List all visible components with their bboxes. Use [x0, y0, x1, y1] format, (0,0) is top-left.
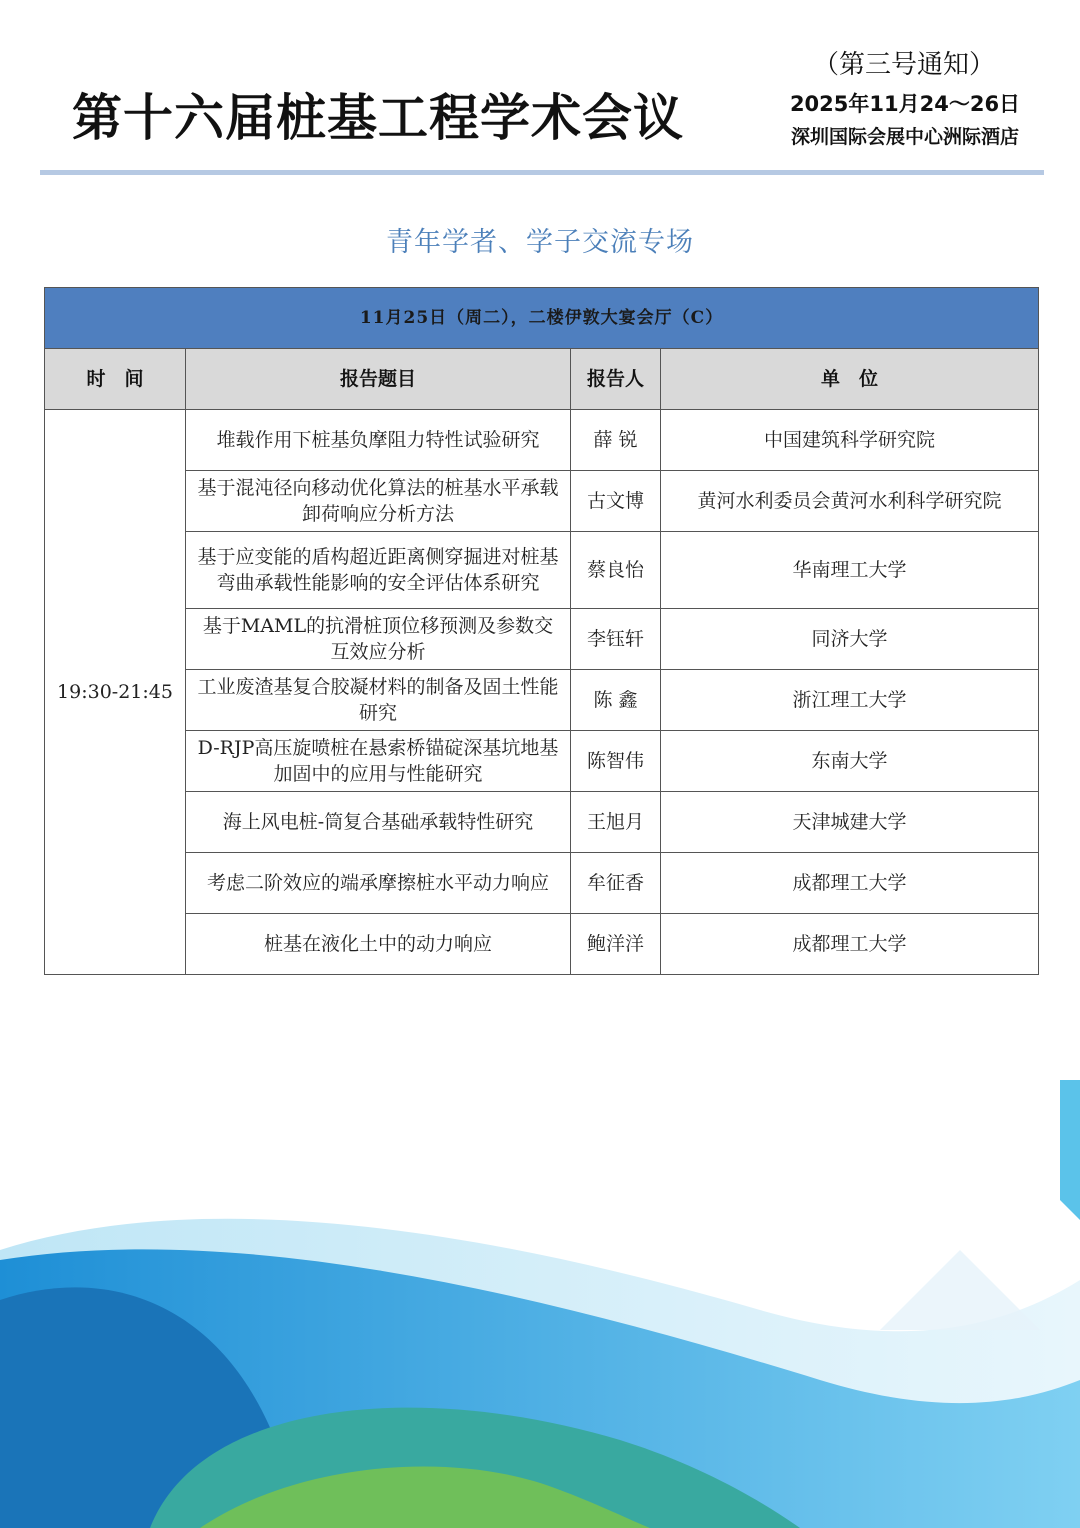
- session-time: 19:30-21:45: [45, 410, 186, 975]
- talk-speaker: 薛 锐: [571, 410, 661, 471]
- talk-unit: 天津城建大学: [661, 792, 1039, 853]
- column-header-row: [45, 349, 1039, 410]
- conference-venue: 深圳国际会展中心洲际酒店: [790, 126, 1019, 148]
- talk-topic: D-RJP高压旋喷桩在悬索桥锚碇深基坑地基加固中的应用与性能研究: [186, 731, 571, 792]
- table-row: [45, 914, 1039, 975]
- talk-unit: 华南理工大学: [661, 532, 1039, 609]
- session-banner-row: [45, 288, 1039, 349]
- conference-title: 第十六届桩基工程学术会议: [72, 89, 684, 147]
- column-header-time: 时 间: [45, 349, 186, 410]
- notice-label: （第三号通知）: [812, 50, 995, 80]
- table-row: [45, 853, 1039, 914]
- table-row: [45, 471, 1039, 532]
- talk-unit: 黄河水利委员会黄河水利科学研究院: [661, 471, 1039, 532]
- column-header-unit: 单 位: [661, 349, 1039, 410]
- talk-speaker: 王旭月: [571, 792, 661, 853]
- header-divider: [40, 170, 1044, 175]
- talk-unit: 同济大学: [661, 609, 1039, 670]
- table-row: [45, 410, 1039, 471]
- talk-topic: 海上风电桩-筒复合基础承载特性研究: [186, 792, 571, 853]
- talk-topic: 基于MAML的抗滑桩顶位移预测及参数交互效应分析: [186, 609, 571, 670]
- talk-speaker: 陈智伟: [571, 731, 661, 792]
- talk-unit: 浙江理工大学: [661, 670, 1039, 731]
- conference-dates: 2025年11月24～26日: [789, 92, 1021, 116]
- session-title: 青年学者、学子交流专场: [386, 227, 694, 258]
- talk-topic: 基于混沌径向移动优化算法的桩基水平承载卸荷响应分析方法: [186, 471, 571, 532]
- table-row: [45, 532, 1039, 609]
- talk-topic: 考虑二阶效应的端承摩擦桩水平动力响应: [186, 853, 571, 914]
- talk-speaker: 蔡良怡: [571, 532, 661, 609]
- talk-topic: 桩基在液化土中的动力响应: [186, 914, 571, 975]
- talk-unit: 中国建筑科学研究院: [661, 410, 1039, 471]
- talk-unit: 东南大学: [661, 731, 1039, 792]
- talk-speaker: 李钰轩: [571, 609, 661, 670]
- decorative-wave-graphic: [0, 1080, 1080, 1528]
- talk-speaker: 古文博: [571, 471, 661, 532]
- talk-speaker: 陈 鑫: [571, 670, 661, 731]
- table-row: [45, 609, 1039, 670]
- talk-unit: 成都理工大学: [661, 914, 1039, 975]
- talk-topic: 堆载作用下桩基负摩阻力特性试验研究: [186, 410, 571, 471]
- table-row: [45, 792, 1039, 853]
- talk-topic: 工业废渣基复合胶凝材料的制备及固土性能研究: [186, 670, 571, 731]
- talk-unit: 成都理工大学: [661, 853, 1039, 914]
- column-header-topic: 报告题目: [186, 349, 571, 410]
- column-header-speaker: 报告人: [571, 349, 661, 410]
- talk-speaker: 鲍洋洋: [571, 914, 661, 975]
- talk-topic: 基于应变能的盾构超近距离侧穿掘进对桩基弯曲承载性能影响的安全评估体系研究: [186, 532, 571, 609]
- table-row: [45, 670, 1039, 731]
- session-banner: 11月25日（周二），二楼伊敦大宴会厅（C）: [45, 288, 1039, 349]
- talk-speaker: 牟征香: [571, 853, 661, 914]
- schedule-table: [44, 287, 1039, 975]
- table-row: [45, 731, 1039, 792]
